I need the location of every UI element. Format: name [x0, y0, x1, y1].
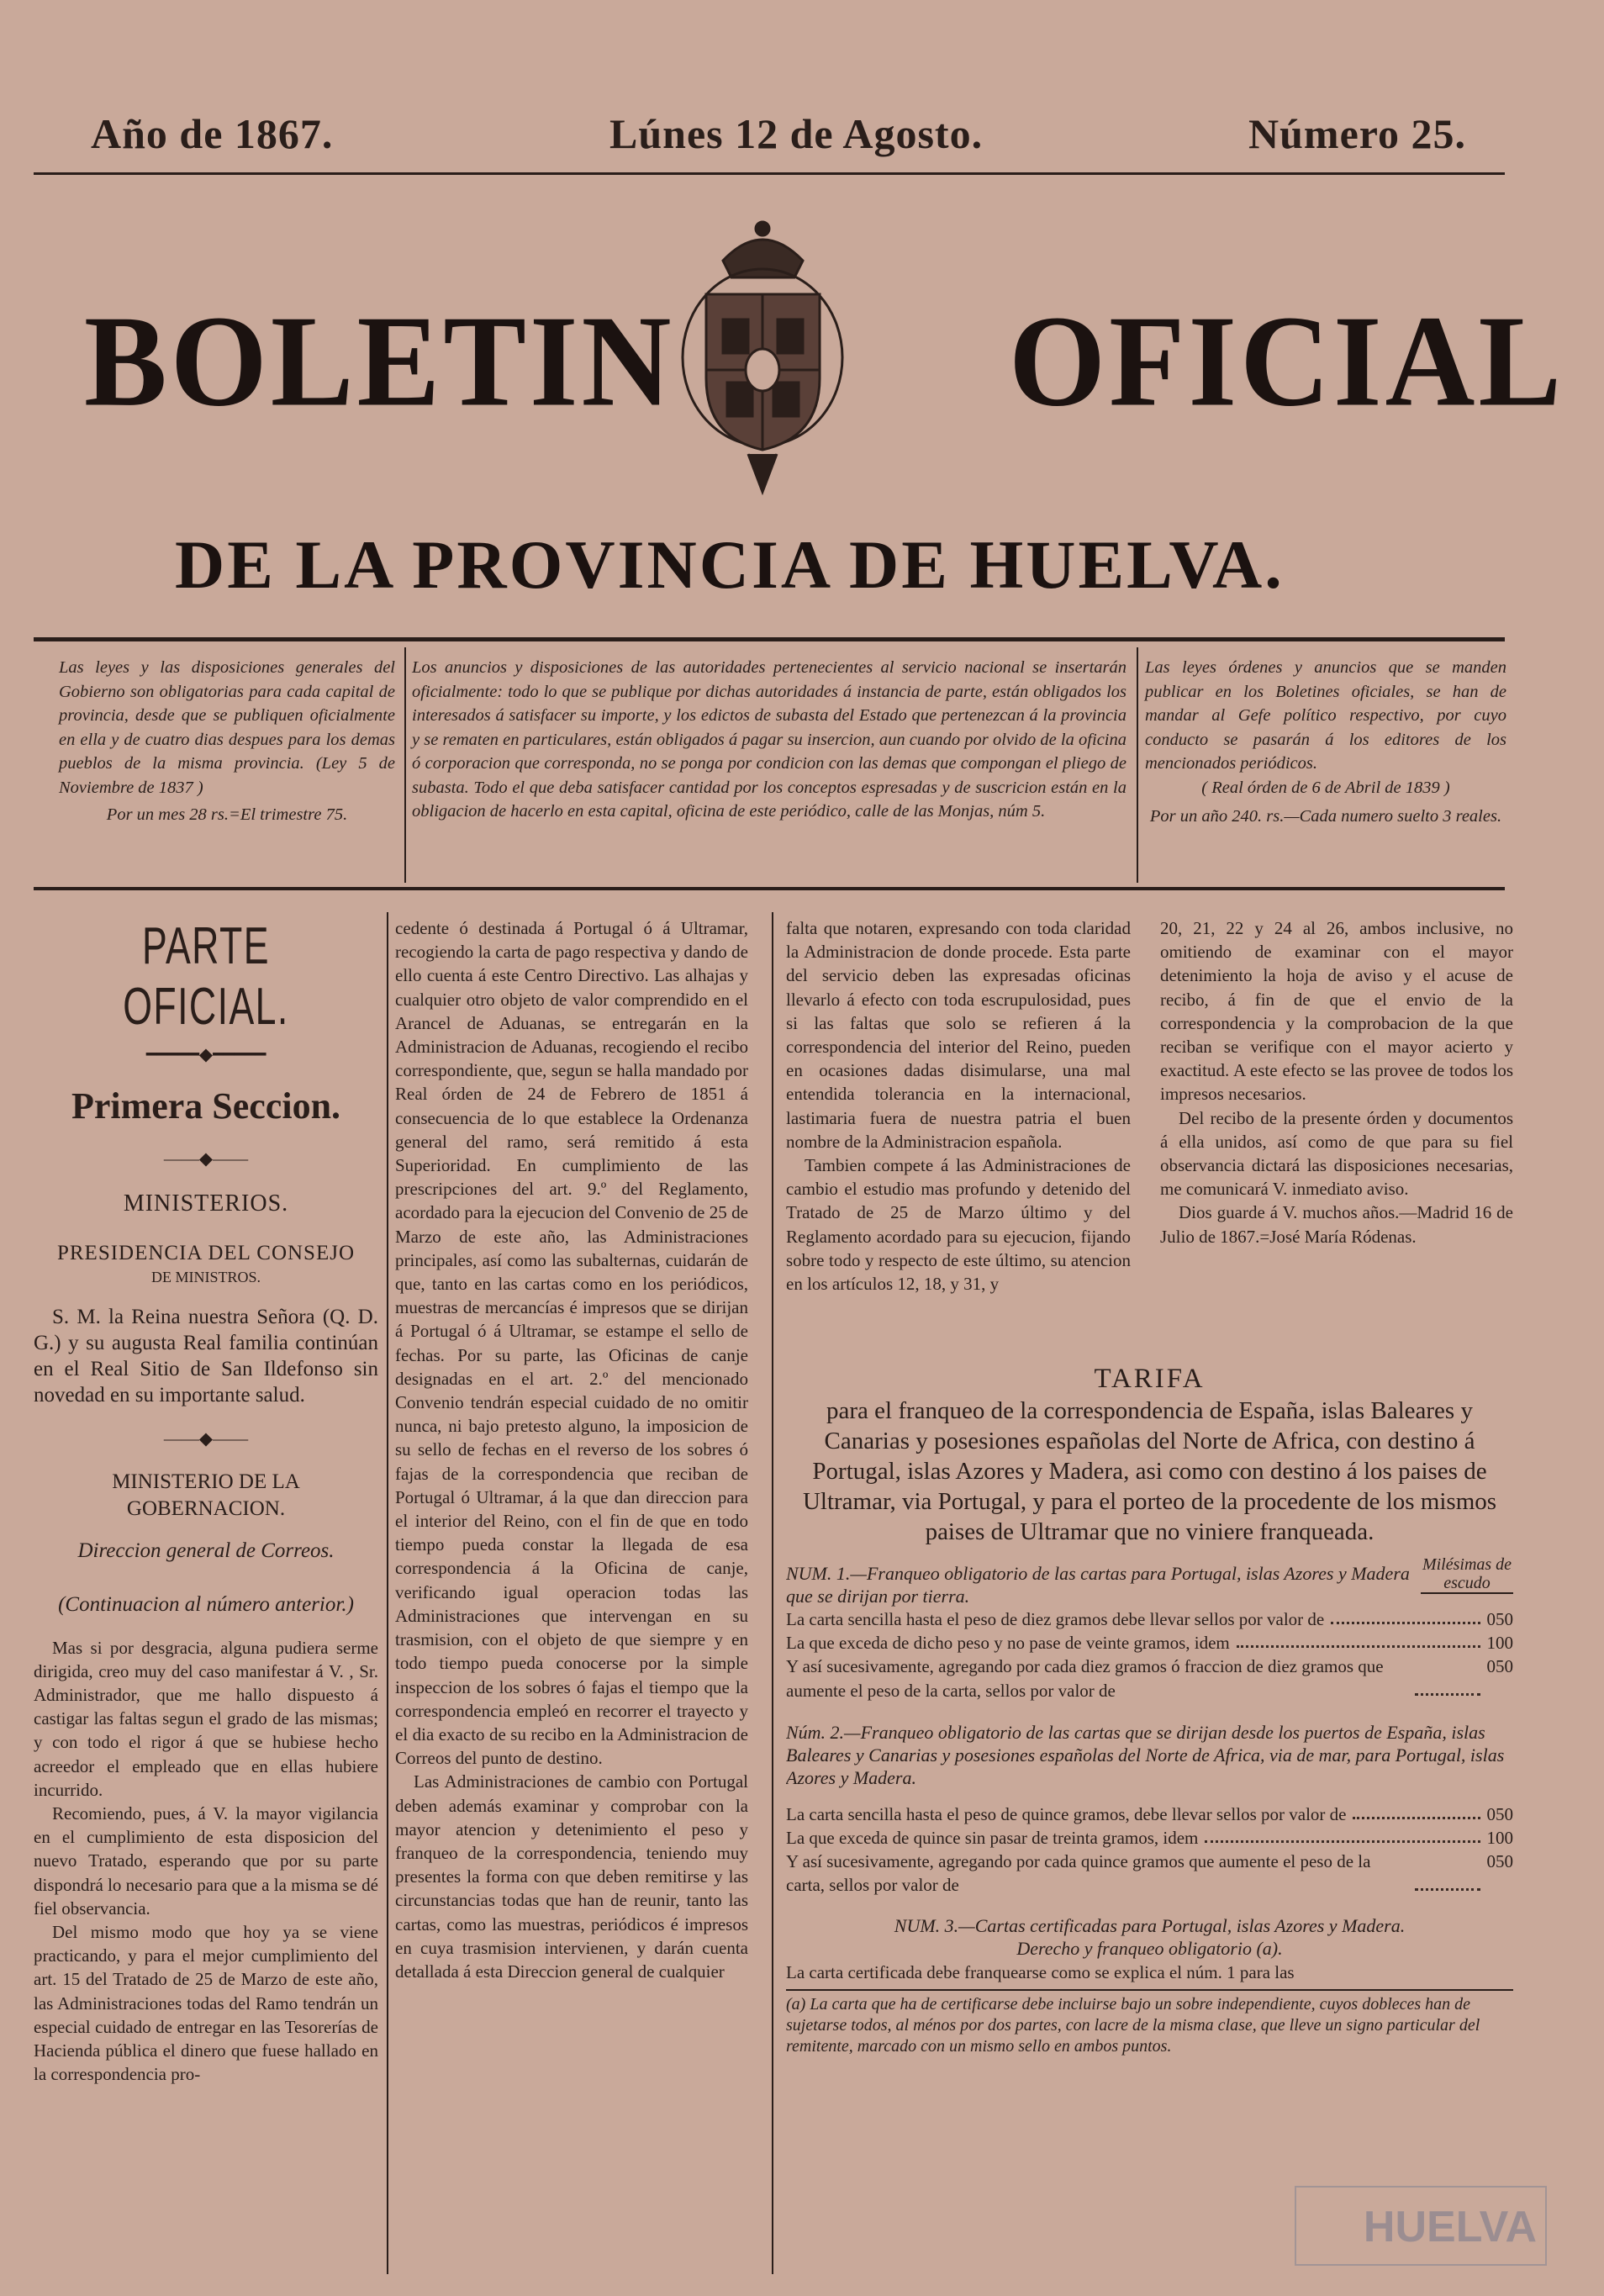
notice-left	[59, 656, 395, 827]
column-divider-1	[387, 912, 388, 2274]
masthead-rule-top	[34, 172, 1505, 175]
notice-right-ref: ( Real órden de 6 de Abril de 1839 )	[1201, 778, 1450, 797]
tarifa-heading: TARIFA	[1094, 1364, 1206, 1394]
num1-row-3	[786, 1655, 1513, 1702]
notice-rule-bottom	[34, 887, 1505, 890]
tarifa-section	[786, 1362, 1513, 2211]
column-3	[786, 916, 1131, 1337]
num2-row-3	[786, 1850, 1513, 1897]
row-value: 100	[1486, 1828, 1513, 1849]
col2-paragraph-1: cedente ó destinada á Portugal ó á Ultramar, recogiendo la carta de pago respectiva y dando de ello cuenta á este Centro Directivo. Las alhajas y cualquier otro objeto de valor comprendido en el Arancel de Aduanas, se entregarán en la Administracion de Aduanas, recogiendo el recibo correspondiente, que, segun se halla mandado por Real órden de 24 de Febrero de 1851 á consecuencia de lo que establece la Ordenanza general del ramo, será remitido á esta Superioridad. En cumplimiento de las prescripciones del art. 9.º del Reglamento, acordado para la ejecucion del Convenio de 25 de Marzo de este año, las Administraciones principales, así como las subalternas, cuidarán de que, tanto en las cartas como en los periódicos, muestras de mercancías é impresos que se dirijan á Portugal ó á Ultramar, se estampe el sello de fechas. Por su parte, las Oficinas de canje designadas en el art. 2.º del mencionado Convenio tendrán especial cuidado de no omitir nunca, ni bajo pretesto alguno, la imposicion de su sello de fechas en el reverso de los sobres ó fajas de la correspondencia que reciban de Portugal ó Ultramar, á la que dan direccion para el interior del Reino, con el fin de que en todo tiempo pueda constar la llegada de esa correspondencia á la Oficina de canje, verificando igual operacion todas las Administraciones que intervengan en su trasmision, con el objeto de que siempre y en todo tiempo pueda conocerse por la simple inspeccion de los sobres ó fajas el tiempo que la correspondencia empleó en recorrer el trayecto y el dia exacto de su recibo en la Administracion de Correos del punto de destino.	[395, 918, 748, 1769]
ornament: ——◆——	[163, 1148, 249, 1169]
column-1	[34, 916, 378, 2278]
parte-oficial-heading: PARTE OFICIAL.	[123, 917, 289, 1036]
notice-right-price: Por un año 240. rs.—Cada numero suelto 3 reales.	[1149, 807, 1502, 826]
row-value: 050	[1486, 1851, 1513, 1872]
leader-dots	[1205, 1826, 1480, 1843]
notice-divider-2	[1137, 647, 1138, 883]
column-2	[395, 916, 748, 2278]
num2-title: Núm. 2.—Franqueo obligatorio de las cartas que se dirijan desde los puertos de España, islas Baleares y Canarias y posesiones españolas del Norte de Africa, via de mar, para Portugal, islas Azores y Madera.	[786, 1721, 1505, 1788]
col1-paragraph-3: Del mismo modo que hoy ya se viene practicando, y para el mejor cumplimiento del art. 15 del Tratado de 25 de Marzo de este año, las Administraciones todas del Ramo tendrán un especial cuidado de entregar en las Tesorerías de Hacienda pública el dinero que fuese hallado en la correspondencia pro-	[34, 1922, 378, 2085]
tarifa-unit: Milésimas de escudo	[1422, 1555, 1512, 1592]
col3-paragraph-2: Tambien compete á las Administraciones de cambio el estudio mas profundo y detenido del Tratado de 25 de Marzo último y del Reglamento acordado para su ejecucion, fijando sobre todo y respecto de este último, su atencion en los artículos 12, 18, y 31, y	[786, 1155, 1131, 1295]
seccion-heading: Primera Seccion.	[71, 1085, 341, 1127]
tarifa-text: para el franqueo de la correspondencia de España, islas Baleares y Canarias y posesiones españolas del Norte de Africa, con destino á Portugal, islas Azores y Madera, asi como con destino á los paises de Ultramar, via Portugal, y para el porteo de la procedente de los mismos paises de Ultramar que no viniere franqueada.	[802, 1397, 1497, 1545]
issue-number: Número 25.	[1248, 110, 1467, 157]
royal-crest-icon	[673, 210, 853, 500]
continuacion-heading: (Continuacion al número anterior.)	[58, 1593, 354, 1617]
column-4	[1160, 916, 1513, 1337]
issue-date: Lúnes 12 de Agosto.	[609, 110, 984, 157]
subtitle: DE LA PROVINCIA DE HUELVA.	[175, 526, 1285, 603]
notice-right-text: Las leyes órdenes y anuncios que se manden publicar en los Boletines oficiales, se han de mandar al Gefe político respectivo, por cuyo conducto se pasarán á los editores de los mencionados periódicos.	[1145, 658, 1506, 773]
num1-row-1	[786, 1607, 1513, 1631]
notice-right	[1145, 656, 1506, 829]
notice-rule-top	[34, 637, 1505, 641]
col1-paragraph-1: Mas si por desgracia, alguna pudiera serme dirigida, creo muy del caso manifestar á V. , Sr. Administrador, que me hallo dispuesto á castigar las faltas segun el grado de las mismas; y con todo el rigor á que se hubiese hecho acreedor el empleado que en ellas hubiere incurrido.	[34, 1637, 378, 1800]
col3-paragraph-1: falta que notaren, expresando con toda claridad la Administracion de donde procede. Esta parte del servicio deben las expresadas oficinas llevarlo á efecto con toda escrupulosidad, pues si las faltas que solo se refieren á la correspondencia del interior del Reino, pueden en ocasiones dadas disimularse, una mal entendida tolerancia en la internacional, lastimaria fuera de nuestra patria el buen nombre de la Administracion española.	[786, 918, 1131, 1152]
archive-watermark	[1295, 2186, 1547, 2266]
num2-row-1	[786, 1802, 1513, 1826]
notice-middle-text: Los anuncios y disposiciones de las autoridades pertenecientes al servicio nacional se insertarán oficialmente: todo lo que se publique por dichas autoridades á instancia de parte, están obligados los interesados á satisfacer su importe, y los edictos de subasta del Estado que pertenezcan á la provincia y se rematen en particulares, están obligados á pagar su insercion, aun cuando por olvido de la oficina ó corporacion que corresponda, no se ponga por condicion con las demas que compongan el pliego de subasta. Todo el que deba satisfacer cantidad por los conceptos espresadas y de suscricion están en la obligacion de hacerlo en esta capital, oficina de este periódico, calle de las Monjas, núm 5.	[412, 658, 1126, 821]
direccion-heading: Direccion general de Correos.	[77, 1539, 335, 1563]
title-left: BOLETIN	[84, 288, 675, 435]
leader-dots	[1237, 1631, 1480, 1648]
column-divider-2	[772, 912, 773, 2274]
ornament: ━━━━━◆━━━━━	[145, 1044, 266, 1064]
num3-subtitle: Derecho y franqueo obligatorio (a).	[1016, 1937, 1283, 1959]
notice-divider-1	[404, 647, 406, 883]
ornament: ——◆——	[163, 1428, 249, 1449]
row-value: 050	[1486, 1609, 1513, 1629]
leader-dots	[1331, 1607, 1480, 1624]
royal-health-paragraph: S. M. la Reina nuestra Señora (Q. D. G.) y su augusta Real familia continúan en el Real Sitio de San Ildefonso sin novedad en su importante salud.	[34, 1306, 378, 1407]
ministerios-heading: MINISTERIOS.	[123, 1190, 289, 1217]
row-value: 100	[1486, 1633, 1513, 1654]
row-label: La que exceda de dicho peso y no pase de veinte gramos, idem	[786, 1633, 1230, 1654]
de-ministros-heading: DE MINISTROS.	[150, 1268, 261, 1285]
col1-paragraph-2: Recomiendo, pues, á V. la mayor vigilancia en el cumplimiento de esta disposicion del nuevo Tratado, esperando que por su parte dispondrá lo necesario para que a la misma se dé fiel observancia.	[34, 1803, 378, 1919]
num2-row-2	[786, 1826, 1513, 1850]
leader-dots	[1353, 1802, 1480, 1819]
tarifa-footnote: (a) La carta que ha de certificarse debe incluirse bajo un sobre independiente, cuyos dobleces han de sujetarse todos, al ménos por dos partes, con lacre de la misma clase, que lleve un signo particular del remitente, marcado con un mismo sello en ambos puntos.	[786, 1995, 1480, 2056]
num3-title: NUM. 3.—Cartas certificadas para Portugal, islas Azores y Madera.	[894, 1914, 1406, 1936]
col4-paragraph-3: Dios guarde á V. muchos años.—Madrid 16 de Julio de 1867.=José María Ródenas.	[1160, 1202, 1513, 1247]
col4-paragraph-2: Del recibo de la presente órden y documentos á ella unidos, así como de que para su fiel observancia dictará las disposiciones necesarias, me comunicará V. inmediato aviso.	[1160, 1107, 1513, 1200]
notice-middle	[412, 656, 1126, 824]
notice-left-text: Las leyes y las disposiciones generales del Gobierno son obligatorias para cada capital de provincia, desde que se publiquen oficialmente en ella y de cuatro dias despues para los demas pueblos de la misma provincia. (Ley 5 de Noviembre de 1837 )	[59, 658, 395, 797]
row-label: La carta sencilla hasta el peso de diez gramos debe llevar sellos por valor de	[786, 1609, 1325, 1629]
row-value: 050	[1486, 1803, 1513, 1824]
issue-year: Año de 1867.	[91, 110, 334, 157]
title-right: OFICIAL	[1009, 288, 1565, 435]
row-label: Y así sucesivamente, agregando por cada diez gramos ó fraccion de diez gramos que aumente el peso de la carta, sellos por valor de	[786, 1656, 1384, 1701]
leader-dots	[1415, 1655, 1480, 1695]
leader-dots	[1415, 1850, 1480, 1890]
presidencia-heading: PRESIDENCIA DEL CONSEJO	[56, 1241, 356, 1264]
col2-paragraph-2: Las Administraciones de cambio con Portugal deben además examinar y comprobar con la mayor atencion y detenimiento el peso y franqueo de la correspondencia, teniendo muy presentes la forma con que deben remitirse y las circunstancias todas que han de reunir, tanto las cartas, como las muestras, periódicos é impresos en cuya trasmision intervienen, y darán cuenta detallada á esta Direccion general de cualquier	[395, 1771, 748, 1982]
watermark-text: HUELVA	[1363, 2203, 1537, 2251]
num1-row-2	[786, 1631, 1513, 1655]
row-label: La que exceda de quince sin pasar de treinta gramos, idem	[786, 1828, 1199, 1849]
notice-left-price: Por un mes 28 rs.=El trimestre 75.	[106, 805, 348, 824]
col4-paragraph-1: 20, 21, 22 y 24 al 26, ambos inclusive, no omitiendo de examinar con el mayor detenimiento la hoja de aviso y el acuse de recibo, á fin de que el envio de la correspondencia y la comprobacion de la que reciban se verifique con el mayor acierto y exactitud. A este efecto se las provee de todos los impresos necesarios.	[1160, 918, 1513, 1105]
row-label: La carta sencilla hasta el peso de quince gramos, debe llevar sellos por valor de	[786, 1803, 1347, 1824]
gobernacion-heading: MINISTERIO DE LA GOBERNACION.	[112, 1470, 300, 1521]
row-value: 050	[1486, 1656, 1513, 1677]
row-label: Y así sucesivamente, agregando por cada quince gramos que aumente el peso de la carta, sellos por valor de	[786, 1851, 1371, 1896]
num1-title: NUM. 1.—Franqueo obligatorio de las cartas para Portugal, islas Azores y Madera que se dirijan por tierra.	[786, 1563, 1410, 1607]
num3-text: La carta certificada debe franquearse como se explica el núm. 1 para las	[786, 1961, 1513, 1991]
